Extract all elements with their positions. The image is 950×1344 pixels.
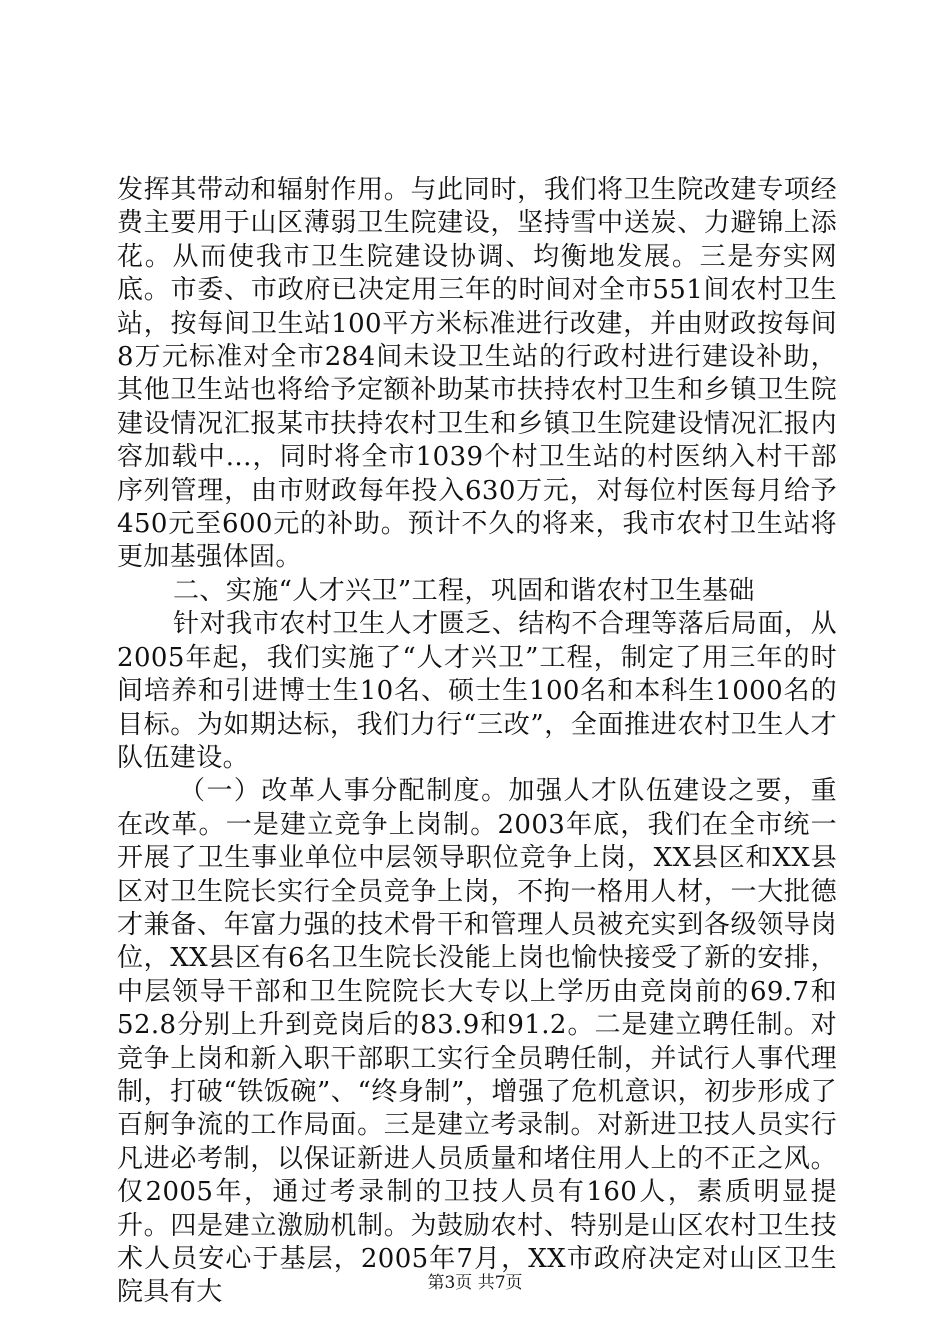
paragraph-intro: 针对我市农村卫生人才匮乏、结构不合理等落后局面，从2005年起，我们实施了“人才兴卫”工程，制定了用三年的时间培养和引进博士生10名、硕士生100名和本科生1000名的目标。为如期达标，我们力行“三改”，全面推进农村卫生人才队伍建设。 [117,609,837,773]
page-footer: 第3页 共7页 [427,1273,523,1293]
document-body [117,174,837,1310]
paragraph-reform: （一）改革人事分配制度。加强人才队伍建设之要，重在改革。一是建立竞争上岗制。2003年底，我们在全市统一开展了卫生事业单位中层领导职位竞争上岗，XX县区和XX县区对卫生院长实行全员竞争上岗，不拘一格用人材，一大批德才兼备、年富力强的技术骨干和管理人员被充实到各级领导岗位，XX县区有6名卫生院长没能上岗也愉快接受了新的安排，中层领导干部和卫生院院长大专以上学历由竞岗前的69.7和52.8分别上升到竞岗后的83.9和91.2。二是建立聘任制。对竞争上岗和新入职干部职工实行全员聘任制，并试行人事代理制，打破“铁饭碗”、“终身制”，增强了危机意识，初步形成了百舸争流的工作局面。三是建立考录制。对新进卫技人员实行凡进必考制，以保证新进人员质量和堵住用人上的不正之风。仅2005年，通过考录制的卫技人员有160人，素质明显提升。四是建立激励机制。为鼓励农村、特别是山区农村卫生技术人员安心于基层，2005年7月，XX市政府决定对山区卫生院具有大 [117,776,837,1308]
section-heading: 二、实施“人才兴卫”工程，巩固和谐农村卫生基础 [173,575,755,606]
paragraph-continuation: 发挥其带动和辐射作用。与此同时，我们将卫生院改建专项经费主要用于山区薄弱卫生院建设，坚持雪中送炭、力避锦上添花。从而使我市卫生院建设协调、均衡地发展。三是夯实网底。市委、市政府已决定用三年的时间对全市551间农村卫生站，按每间卫生站100平方米标准进行改建，并由财政按每间8万元标准对全市284间未设卫生站的行政村进行建设补助，其他卫生站也将给予定额补助某市扶持农村卫生和乡镇卫生院建设情况汇报某市扶持农村卫生和乡镇卫生院建设情况汇报内容加载中...，同时将全市1039个村卫生站的村医纳入村干部序列管理，由市财政每年投入630万元，对每位村医每月给予450元至600元的补助。预计不久的将来，我市农村卫生站将更加基强体固。 [117,175,837,573]
